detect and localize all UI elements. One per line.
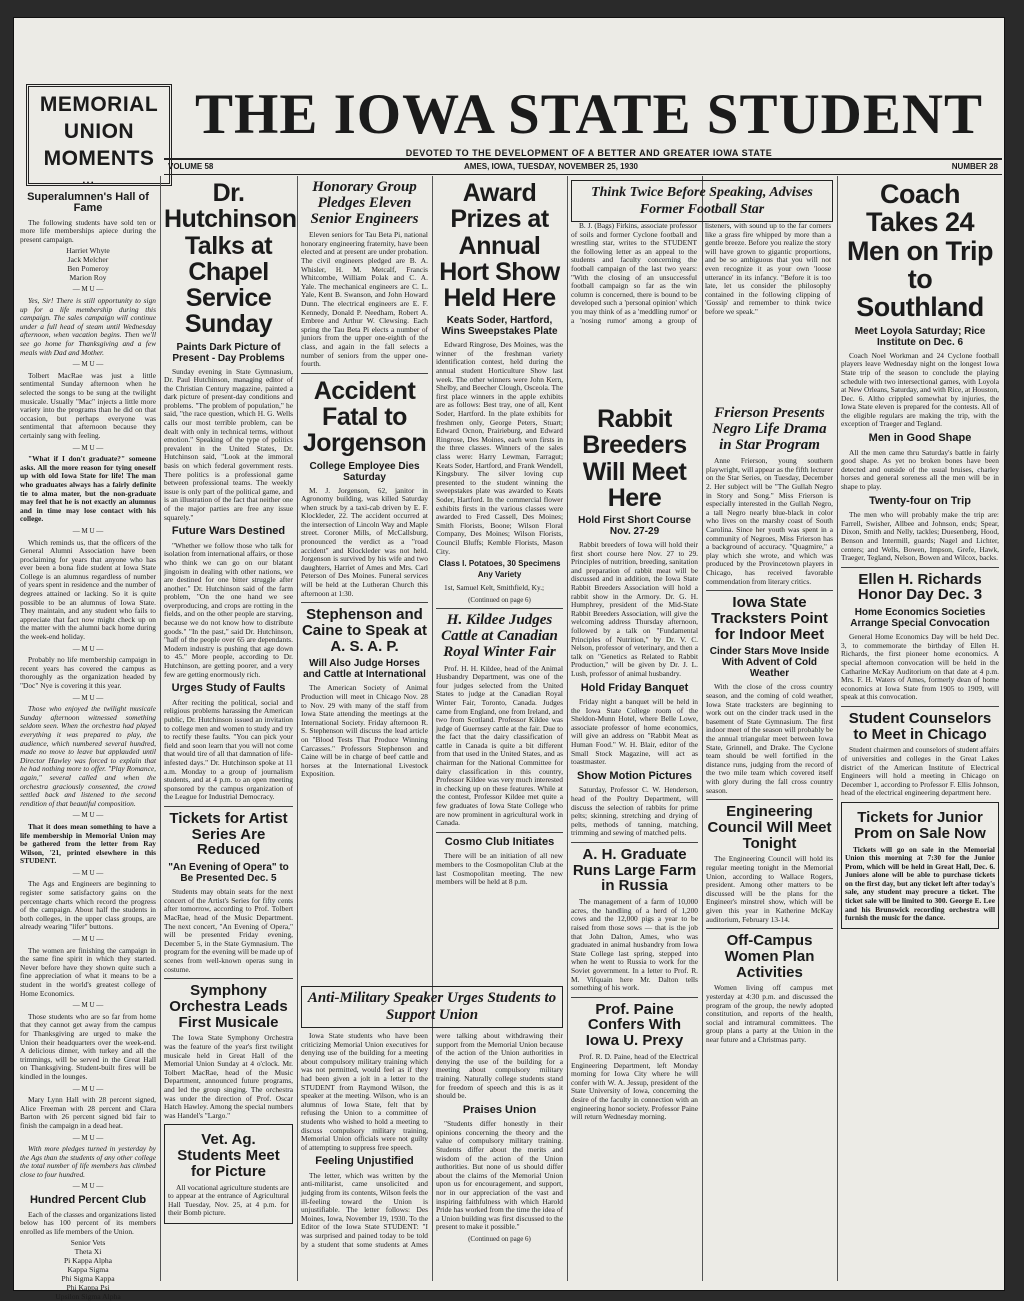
deck-coach: Meet Loyola Saturday; Rice Institute on Dec. 6 [854,325,986,348]
article-text: With more pledges turned in yesterday by the Ags than the students of any other college the total number of life members has climbed close to four hundred. [20,1144,156,1179]
headline-accident: Accident Fatal to Jorgenson [302,376,427,458]
column-memorial-union: • • • Superalumnen's Hall of Fame The following students have sold ten or more life memberships apiece during the present campaign. Harriet Whyte Jack Melcher Ben Pomeroy Marion Roy — M U — Yes, Sir! There is still opportunity to sign up for a life membership during this campaign. The sales campaign will continue under a full head of steam until Wednesday afternoon, when vacation begins. Then we'll see go home for Thanksgiving and a few meals with Dad and Mother. — M U — Tolbert MacRae was just a little sentimental Sunday afternoon when he selected the songs to be sung at the twilight musicale. Usually "Mac" injects a little more variety into the programs than he did on that occasion, but perhaps everyone was sentimental that afternoon because they certainly sang with feeling. — M U — "What if I don't graduate?" someone asks. All the more reason for tying oneself up with old Iowa State for life! The man who graduates always has a fairly definite tie to alma mater, but the non-graduate may feel that he is not exactly an alumnus and in time may lose contact with his college. — M U — Which reminds us, that the officers of the General Alumni Association have been proclaiming for years that anyone who has ever been a bona fide student at Iowa State College is an alumnus regardless of number of years spent in residence and the number of degrees attained or lacking. So it is quite possible to be an alumnus of Iowa State. They maintain, and any student who fails to appreciate that fact now might check up on the matter with the alumni back home during the week-end holiday. — M U — Probably no life membership campaign in recent years has covered the campus as thoroughly as the organization headed by "Doc" Nye is covering it this year. — M U — Those who enjoyed the twilight musicale Sunday afternoon witnessed something seldom seen. When the orchestra had played everything it was prepared to play, the audience, which numbered several hundred, made no move to leave but applauded until Director Hawley was forced to explain that he had nothing more to offer. "Play Romance, again," several called and when the orchestra graciously consented, the crowd settled back and listened to the second rendition of that beautiful composition. — M U — That it does mean something to have a life membership in Memorial Union may be gathered from the letter from Ray Wilson, '21, printed elsewhere in this STUDENT. — M U — The Ags and Engineers are beginning to register some satisfactory gains on the percentage charts which record the progress of the campaign. About half the students in both colleges, in the upper class groups, are already wearing "lifer" buttons. — M U — The women are finishing the campaign in the same fine spirit in which they started. Never before have they shown quite such a fine appreciation of what it means to be a student in the world's greatest college of Home Economics. — M U — Those students who are so far from home that they cannot get away from the campus for Thanksgiving are urged to make the Union their headquarters over the week-end. A delicious dinner, with turkey and all the trimmings, will be served in the Great Hall on Thanksgiving. Student-built fires will be kindled in the lounges. — M U — Mary Lynn Hall with 28 percent signed, Alice Freeman with 28 percent and Clara Barton with 26 percent signed bid fair to finish the campaign in a dead heat. — M U — With more pledges turned in yesterday by the Ags than the students of any other college the total number of life members has climbed close to four hundred. — M U — Hundred Percent Club Each of the classes and organizations listed below has 100 percent of its members enrolled as life members of the Union. Senior Vets Theta Xi Pi Kappa Alpha Kappa Sigma Phi Sigma Kappa Phi Kappa Psi Upsilon Sigma Alpha [20,179,156,1301]
list-item: Kappa Sigma [67,1265,109,1275]
article-text: The following students have sold ten or more life memberships apiece during the present campaign. [20,217,156,244]
article-text: Tickets will go on sale in the Memorial Union this morning at 7:30 for the Junior Prom, which will be held in Great Hall, Dec. 6. Juniors alone will be able to purchase tickets on the first day, but any ticket left after today's sale, any student may procure a ticket. The ticket sale will be limited to 300. George E. Lee and his Brunswick recording orchestra will furnish the music for the dance. [845,844,995,923]
subhead: Urges Study of Faults [171,682,286,695]
article-text: The Ags and Engineers are beginning to register some satisfactory gains on the percentage charts which record the progress of the campaign. About half the students in both colleges, in the upper class groups, are already wearing "lifer" buttons. [20,879,156,932]
separator: — M U — [72,868,104,877]
results-text: 1st, Samuel Kelt, Smithfield, Ky.; [444,583,545,593]
article-text: Women living off campus met yesterday at 4:30 p.m. and discussed the program of the group, the newly adopted constitution, and reports of the health, social and intramural committees. The group plans a party at the Union in the near future and a Christmas party. [706,983,833,1044]
column-rule [297,176,298,1281]
date-label: AMES, IOWA, TUESDAY, NOVEMBER 25, 1930 [464,162,638,171]
headline-symphony: Symphony Orchestra Leads First Musicale [169,982,288,1031]
article-text: The men who will probably make the trip are: Farrell, Swisher, Allbee and Johnson, ends; Spear, Dixon, Smith and Nelly, tackles; Duesenberg, Hood, Benson and Intermill, guards; Nagel and Lichter, centers; and Wells, Bowen, Impson, Grefe, Hawk, Traeger, Tegland, Nelson, Bowen and Wilcox, backs. [841,510,999,563]
article-text: B. J. (Bags) Firkins, associate professor of soils and former Cyclone football and wrestling star, writes to the STUDENT the following letter as an appeal to the students and faculty concerning the football campaign of the last two years: "With the closing of an unsuccessful football campaign so far as the win column is concerned, there is bound to be developed such a 'personal opinion' which you may think of as a 'meddling rumor' or a 'nosing rumor' among a group of listeners, with sound up to the far corners like a grass fire whipped by more than a gentle breeze. Before you realize the story will have grown to gigantic proportions, and be so ambiguous that you will not even recognize it as your own 'loose utterance' in its infancy. "Before it is too late, let us consider the philosophy contained in the following clipping of 'Gossip' and remember to think twice before we speak." [571,221,831,325]
subhead: Twenty-four on Trip [869,494,971,507]
article-text: "What if I don't graduate?" someone asks. All the more reason for tying oneself up with old Iowa State for life! The man who graduates always has a fairly definite tie to alma mater, but the non-graduate may feel that he is not exactly an alumnus and in time may lose contact with his college. [20,454,156,524]
column-rule [567,176,568,1281]
list-item: Marion Roy [69,273,107,283]
list-item: Upsilon Sigma Alpha [55,1292,121,1301]
subhead: Hold Friday Banquet [580,681,689,694]
headline-rabbit-breeders: Rabbit Breeders Will Meet Here [582,405,687,512]
article-text: Each of the classes and organizations listed below has 100 percent of its members enrolled as life members of the Union. [20,1209,156,1236]
subhead: Feeling Unjustified [315,1155,414,1168]
anti-military-article [301,986,563,1281]
newspaper-title: THE IOWA STATE STUDENT [194,83,984,146]
article-text: All the men came thru Saturday's battle in fairly good shape. As yet no broken bones have been detected and outside of the usual bruises, charley horses and general soreness all the men will be in shape to play. [841,447,999,491]
continued-note: (Continued on page 6) [468,595,531,604]
article-text: Saturday, Professor C. W. Henderson, head of the Poultry Department, will discuss the selection of rabbits for prime pelts; skinning, stretching and drying of pelts, methods of tanning, matching, trimming and sewing of matched pelts. [571,785,698,838]
subhead: Future Wars Destined [171,525,286,538]
headline-hutchinson: Dr. Hutchinson Talks at Chapel Service Sunday [164,179,297,339]
article-text: Which reminds us, that the officers of the General Alumni Association have been proclaiming for years that anyone who has ever been a bona fide student at Iowa State College is an alumnus regardless of number of years spent in residence and the number of degrees attained or lacking. So it is quite possible to be an alumnus of Iowa State. They maintain, and any student who fails to appreciate that fact now might check up on the matter with the alumni back home during the week-end holiday. [20,537,156,642]
list-item: Theta Xi [74,1247,102,1257]
deck-artist-series: "An Evening of Opera" to Be Presented Dec. 5 [168,862,289,885]
article-text: Those who enjoyed the twilight musicale Sunday afternoon witnessed something seldom seen. When the orchestra had played everything it was prepared to play, the audience, which numbered several hundred, made no move to leave but applauded until Director Hawley was forced to explain that he had nothing more to offer. "Play Romance, again," several called and when the orchestra graciously consented, the crowd settled back and listened to the second rendition of that beautiful composition. [20,704,156,808]
article-text: "Whether we follow those who talk for isolation from international affairs, or those who think we can go on our blatant jingoism in dealing with other nations, we are destined for one bitter struggle after another." Dr. Hutchinson said of the farm problem, "On the one hand we see overproducing, and crops are rotting in the fields, and on the other people are starving, because we do not know how to distribute goods." "In the past," said Dr. Hutchinson, "half of the people over 65 are dependants. Modern industry is pushing that age down to 45." More people, according to Dr. Hutchinson, are getting poorer, and a very few are getting enormously rich. [164,540,293,679]
article-text: Prof. H. H. Kildee, head of the Animal Husbandry Department, was one of the four judges selected from the United States to judge at the Canadian Royal Winter Fair, Toronto, Canada. Judges came from England, one from Ireland, and two from Scotland. Professor Kildee was judge of Guernsey cattle at the fair. Due to the fact that the dairy classification of cattle in Canada is quite a bit different from that used in the United States, and as chairman for the National Committee for dairy classification in this country, Professor Kildee was very much interested in checking up on these features. While at the contest, Professor Kildee met quite a few graduates of Iowa State College who are now prominent in agricultural work in Canada. [436,663,563,828]
article-text: The Iowa State Symphony Orchestra was the feature of the year's first twilight musicale held in Great Hall of the Memorial Union Sunday at 4 o'clock. Mr. Tolbert MacRae, head of the Music Department, announced future programs, and led the group singing. The orchestra was under the direction of Prof. Oscar Hatch Hawley. Among the special numbers was Handel's "Largo." [164,1033,293,1120]
list-item: Pi Kappa Alpha [63,1256,113,1266]
column-hutchinson [164,176,297,1281]
name-list [20,246,156,282]
headline-vet-ag: Vet. Ag. Students Meet for Picture [177,1131,280,1180]
article-text: "Students differ honestly in their opinions concerning the theory and the value of compulsory military training. Students differ about the merits and wisdom of the action of the Union authorities. But none of us should differ about the claims of the Memorial Union upon us for encouragement, and support, nor in our appreciation of the vast and inspiring faithfulness with which Harold Pride has worked from the time the idea of a Union building was first discussed to the present to make it possible." [436,1119,563,1232]
list-item: Phi Kappa Psi [66,1283,110,1293]
deck-stephenson: Will Also Judge Horses and Cattle at International [303,658,426,681]
headline-off-campus: Off-Campus Women Plan Activities [724,932,815,981]
article-text: Prof. R. D. Paine, head of the Electrical Engineering Department, left Monday morning for Iowa City where he will confer with W. A. Jessup, president of the State University of Iowa, concerning the desire of the faculty in connection with an engineering honor society. Professor Paine will return Wednesday morning. [571,1051,698,1122]
article-text: Edward Ringrose, Des Moines, was the winner of the freshman variety identification contest, held during the annual student Horticulture Show last week. The other winners were John Kern, Shelby, and Beecher Clough, Osceola. The first place winners in the apple exhibits are as follows: Best tray, one of all, Kent Soder, Hartford. In the plate exhibits for freshmen only, George Peters, Stuart; Edward Ocnon, Prairieburg, and Edward Ringrose, Des Moines, each won firsts in the three classes. Winners of the sales class were: Harry Lewman, Farragut; Keats Soder, Hartford, and Frank Wendell, Kingsbury. The silver loving cup presented to the student winning the sweepstakes plate was awarded to Keats Soder, Hartford. In the commercial flower exhibits firsts in the various classes were awarded to Fred Cassell, Des Moines; Smith Florists, Boone; Wilson Floral Company, Des Moines; Wilson Florists, Council Bluffs; Kemble Florists, Mason City. [436,340,563,556]
article-text: Students may obtain seats for the next concert of the Artist's Series for fifty cents after tomorrow, according to Prof. Tolbert MacRae, head of the Music Department. The next concert, "An Evening of Opera," will be presented Friday evening, December 5, in the State Gymnasium. The program for the evening will be made up of scenes from well-known operas sung in costume. [164,887,293,974]
separator: — M U — [72,644,104,653]
article-text: Mary Lynn Hall with 28 percent signed, Alice Freeman with 28 percent and Clara Barton with 26 percent signed bid fair to finish the campaign in a dead heat. [20,1095,156,1130]
memorial-union-moments-ear [26,84,172,186]
article-text: Those students who are so far from home that they cannot get away from the campus for Thanksgiving are urged to make the Union their headquarters over the week-end. A delicious dinner, with turkey and all the trimmings, will be served in the Great Hall on Thanksgiving. Student-built fires will be kindled in the lounges. [20,1011,156,1081]
article-text: The American Society of Animal Production will meet in Chicago Nov. 28 to Nov. 29 with many of the staff from Iowa State attending the meetings at the International Society. Friday afternoon R. S. Stephenson will discuss the lead article on "Blood Tests That Produce Winning Carcasses." Professors Stephenson and Caine will be in charge of beef cattle and horses at the International Livestock Exposition. [301,683,428,779]
volume-label: VOLUME 58 [168,162,214,171]
junior-prom-box [841,802,999,929]
firkins-headline-box [571,180,833,222]
separator: — M U — [72,526,104,535]
article-text: Anne Frierson, young southern playwright, will appear as the fifth lecturer on the Star Series, on Tuesday, December 2. Her subject will be "The Gullah Negro in Story and Song." Miss Frierson is especially interested in the Gullah Negro, a tall Negro nearly blue-black in color who lives on the marshy coast of South Carolina. Since her youth was spent in a community of Negroes, Miss Frierson has a background of accuracy. "Quagmire," a play which she wrote, and which was produced by the Provincetown players in Chicago, has received favorable commendation from literary critics. [706,456,833,586]
subhead: Praises Union [462,1103,537,1116]
separator: — M U — [72,1133,104,1142]
column-coach [841,176,999,1281]
column-rule [837,176,838,1281]
subhead: Men in Good Shape [868,432,972,445]
headline-tracksters: Iowa State Tracksters Point for Indoor Meet [711,594,828,643]
newspaper-page [14,18,1004,1301]
article-text: M. J. Jorgenson, 62, janitor in Agronomy building, was killed Saturday when struck by a taxi-cab driven by E. F. Klockleder, 22. The accident occurred at the intersection of Lincoln Way and Maple street. Coroner Mills, of McCallsburg, pronounced the verdict as a "road accident" and Klockleder was not held. Jorgenson is survived by his wife and two daughters, Harriet of Ames and Mrs. Carl Peterson of Des Moines. Funeral services will be held at the Lutheran Church this afternoon at 1:30. [301,485,428,598]
results-heading: Class I. Potatoes, 30 Specimens Any Variety [438,559,561,580]
headline-kildee: H. Kildee Judges Cattle at Canadian Royal Winter Fair [441,612,558,660]
article-text: Iowa State students who have been criticizing Memorial Union executives for denying use of the building for a meeting about compulsory military training which was not permitted, would feel as if they had been given a jolt in a letter to the STUDENT from Raymond Wilson, the speaker at the meeting. Wilson, who is an alumnus of Iowa State, felt that by refusing the Union to a committee of students who wished to hold a meeting to discuss compulsory military training, Memorial Union officials were not guilty of attempting to suppress free speech. [301,1031,428,1152]
list-item: Phi Sigma Kappa [61,1274,115,1284]
article-text: All vocational agriculture students are to appear at the entrance of Agricultural Hall Tuesday, Nov. 25, at 4 p.m. for their Bomb picture. [168,1182,289,1218]
headline-junior-prom: Tickets for Junior Prom on Sale Now [854,809,986,842]
vet-ag-notice-box [164,1124,293,1224]
deck-accident: College Employee Dies Saturday [309,460,420,483]
article-text: Eleven seniors for Tau Beta Pi, national honorary engineering fraternity, have been elected and at present are under probation. The civil engineers pledged are B. A. Whisler, H. M. Metcalf, Francis Whitcombe, William Polak and C. A. Yale. The mechanical engineers are C. L. Yale, Kent B. Swanson, and John Howard Dunn. The electrical engineers are E. F. Kennedy, Donald P. Needham, Robert A. Embree and Arthur W. Clewsing. Each spring the Tau Beta Pi elects a number of juniors from the upper one-eighth of the class, and again in the fall selects a number of seniors from the upper one-fourth. [301,230,428,369]
ear-line-3: MOMENTS [43,147,155,170]
separator: — M U — [72,360,104,369]
newspaper-motto: DEVOTED TO THE DEVELOPMENT OF A BETTER AND GREATER IOWA STATE [405,148,773,158]
subhead: Show Motion Pictures [577,769,692,782]
article-text: Probably no life membership campaign in recent years has covered the campus as thoroughly as the organization headed by "Doc" Nye is covering it this year. [20,655,156,690]
article-text: Rabbit breeders of Iowa will hold their first short course here Nov. 27 to 29. Principles of nutrition, breeding, sanitation and preparation of rabbit meat will be discussed and in addition, the Iowa State Rabbit Breeders Association will hold a rabbit show in the Armory. Dr. G. H. Humphrey, president of the Mid-State Rabbit Breeders Association, will give the welcoming address Thursday afternoon, followed by a talk on "Fundamental Principles of Nutrition," by Dr. V. C. Nelson, professor of veterinary, and then a talk on "Genetics as Related to Rabbit Production," will be given by Dr. J. L. Lush, professor of animal husbandry. [571,540,698,678]
separator: — M U — [72,1001,104,1010]
headline-ellen-richards: Ellen H. Richards Honor Day Dec. 3 [857,570,983,604]
article-text: Sunday evening in State Gymnasium, Dr. Paul Hutchinson, managing editor of the Christian Century magazine, painted a dark picture of present-day conditions and problems. "The problem of population," he said, "the race question, which H. G. Wells calls our most terrible problem, can be dealt with only in technical terms, without emotion." Speaking of the type of politics prevalent in the United States, Dr. Hutchinson said, "Look at the immoral basis on which federal government rests. There politics is a professional game between professional teams. The weekly issue is only part of the political game, and is an illustration of the fact that neither one of the major parties are free any issue squarely." [164,366,293,522]
article-text: General Home Economics Day will be held Dec. 3, to commemorate the birthday of Ellen H. Richards, the first pioneer home economics. A special afternoon convocation will be held in the Catharine McKay Auditorium on that date at 4 p.m. Mrs. F. H. Waters of Ames, formerly dean of home economics at Iowa State from 1905 to 1909, will speak at this convocation. [841,632,999,702]
hall-of-fame-heading: Superalumnen's Hall of Fame [27,190,149,215]
article-text: The letter, which was written by the anti-militarist, came unsolicited and judging from its contents, Wilson feels the ill-feeling toward the Union is unjustifiable. The letter follows: Des Moines, Iowa, November 19, 1930. To the Editor of the Iowa State STUDENT: "I was surprised and pained today to be told by a student that some students at Ames were talking about withdrawing their support from the Memorial Union because of the action of the Union authorities in denying the use of the building for a meeting about compulsory military training. Naturally college students stand for freedom of speech and this is as it should be. [301,1031,563,1249]
column-hort-show [436,176,563,981]
headline-coach-takes: Coach Takes 24 Men on Trip to Southland [847,179,993,323]
headline-stephenson: Stephenson and Caine to Speak at A. S. A. P. [301,606,428,655]
article-text: The women are finishing the campaign in the same fine spirit in which they started. Never before have they shown quite such a fine appreciation of what it means to be a student in the world's greatest college of Home Economics. [20,945,156,998]
issue-number: NUMBER 28 [951,162,998,171]
deck-hutchinson: Paints Dark Picture of Present - Day Problems [172,341,285,364]
separator: — M U — [72,1084,104,1093]
article-text: Coach Noel Workman and 24 Cyclone football players leave Wednesday night on the longest Iowa State trip of the season to conclude the playing schedule with two intersectional games, with Loyola at New Orleans, Saturday, and with Rice, at Houston, Dec. 6. Altho crippled somewhat by injuries, the Iowa State eleven is prepared for the contests. All of the eligible regulars are making the trip, with the exception of Traeger and Tegland. [841,350,999,429]
deck-hort-show: Keats Soder, Hartford, Wins Sweepstakes Plate [441,315,558,338]
column-tau-beta-pi [301,176,428,981]
list-item: Harriet Whyte [66,246,110,256]
deck-ellen-richards: Home Economics Societies Arrange Special Convocation [850,607,990,630]
masthead [179,84,999,158]
article-text: Friday night a banquet will be held in the Iowa State College room of the Sheldon-Munn Hotel, where Belle Lowe, associate professor of home economics, will give an address on "Rabbit Meat as Human Food." W. H. Blair, editor of the Small Stock Magazine, will act as toastmaster. [571,697,698,767]
honor-list [20,1238,156,1301]
article-text: Student chairmen and counselors of student affairs of universities and colleges in the Great Lakes district of the American Institute of Electrical Engineers will hold a meeting in Chicago on December 1, according to Professor F. Ellis Johnson, head of the electrical engineering department here. [841,745,999,798]
headline-think-twice: Think Twice Before Speaking, Advises Former Football Star [591,185,813,217]
deck-rabbit-breeders: Hold First Short Course Nov. 27-29 [578,515,691,537]
article-text: Yes, Sir! There is still opportunity to sign up for a life membership during this campaign. The sales campaign will continue under a full head of steam until Wednesday afternoon, when vacation begins. Then we'll see go home for Thanksgiving and a few meals with Dad and Mother. [20,296,156,357]
headline-russia-farm: A. H. Graduate Runs Large Farm in Russia [572,845,697,895]
separator: — M U — [72,1182,104,1191]
separator: — M U — [72,935,104,944]
list-item: Jack Melcher [67,255,109,265]
article-text: The management of a farm of 10,000 acres, the handling of a herd of 1,200 cows and the 12,000 pigs a year to be raised from those sows — that is the job that John Dalton, Ames, who was graduated in animal husbandry from Iowa State College last spring, stepped into when he went to Russia to work for the Soviet government. In a letter to Prof. R. M. Vifquain here Mr. Dalton tells something of his work. [571,897,698,993]
headline-anti-military: Anti-Military Speaker Urges Students to Support Union [307,990,557,1023]
headline-student-counselors: Student Counselors to Meet in Chicago [848,709,992,743]
firkins-article [571,222,831,397]
headline-award-prizes: Award Prizes at Annual Hort Show Held Here [439,179,560,312]
headline-artist-series: Tickets for Artist Series Are Reduced [169,809,288,859]
list-item: Senior Vets [70,1238,106,1248]
article-text: After reciting the political, social and religious problems harassing the American public, Dr. Hutchinson issued an invitation to college men and women to study and try to rectify these faults. "You can pick your field and soon learn that you will not come that would tire of all that damnation of life-infested days." Dr. Hutchinson spoke at 11 a.m. Monday to a group of journalism students, and at 4 p.m. to an open meeting sponsored by the campus organization of the League for Industrial Democracy. [164,697,293,802]
article-text: With the close of the cross country season, and the coming of cold weather, Iowa State tracksters are beginning to work out on the cinder track used in the basement of State Gymnasium. The first indoor meet of the season will probably be the annual triangular meet between Iowa State, Grinnell, and Drake. The Cyclone team should be well fortified in the distance runs, judging from the record of the two mile team which covered itself with glory during the fall cross country season. [706,682,833,795]
deck-tracksters: Cinder Stars Move Inside With Advent of Cold Weather [709,646,830,680]
column-rabbit-breeders [571,402,698,1281]
article-text: There will be an initiation of all new members to the Cosmopolitan Club at the last Cosmopolitan meeting. The new members will be held at 8 p.m. [436,851,563,887]
column-frierson [706,402,833,1281]
headline-paine: Prof. Paine Confers With Iowa U. Prexy [585,1000,684,1050]
headline-honorary-group: Honorary Group Pledges Eleven Senior Engineers [310,179,419,227]
article-text: That it does mean something to have a life membership in Memorial Union may be gathered from the letter from Ray Wilson, '21, printed elsewhere in this STUDENT. [20,821,156,866]
separator: — M U — [72,285,104,294]
headline-engineering-council: Engineering Council Will Meet Tonight [707,803,832,852]
column-rule [160,176,161,1281]
headline-frierson: Frierson Presents Negro Life Drama in Star Program [712,405,827,453]
hundred-percent-heading: Hundred Percent Club [29,1194,147,1207]
separator: — M U — [72,693,104,702]
ear-line-2: UNION [63,120,135,143]
headline-cosmo-club: Cosmo Club Initiates [444,835,555,848]
article-text: The Engineering Council will hold its regular meeting tonight in the Memorial Union, according to Wallace Rogers, president. Among other matters to be discussed will be the plans for the Engineer's minstrel show, which will be given this year in Katherine McKay auditorium, February 13-14. [706,854,833,924]
list-item: Ben Pomeroy [67,264,109,274]
ear-line-1: MEMORIAL [39,93,159,116]
separator: — M U — [72,443,104,452]
article-text: Tolbert MacRae was just a little sentimental Sunday afternoon when he selected the songs to be sung at the twilight musicale. Usually "Mac" injects a little more variety into the programs than he did on that occasion, but perhaps everyone was sentimental that afternoon because they certainly sang with feeling. [20,370,156,440]
continued-note: (Continued on page 6) [468,1235,531,1244]
separator: — M U — [72,811,104,820]
dateline-bar [164,158,1002,175]
